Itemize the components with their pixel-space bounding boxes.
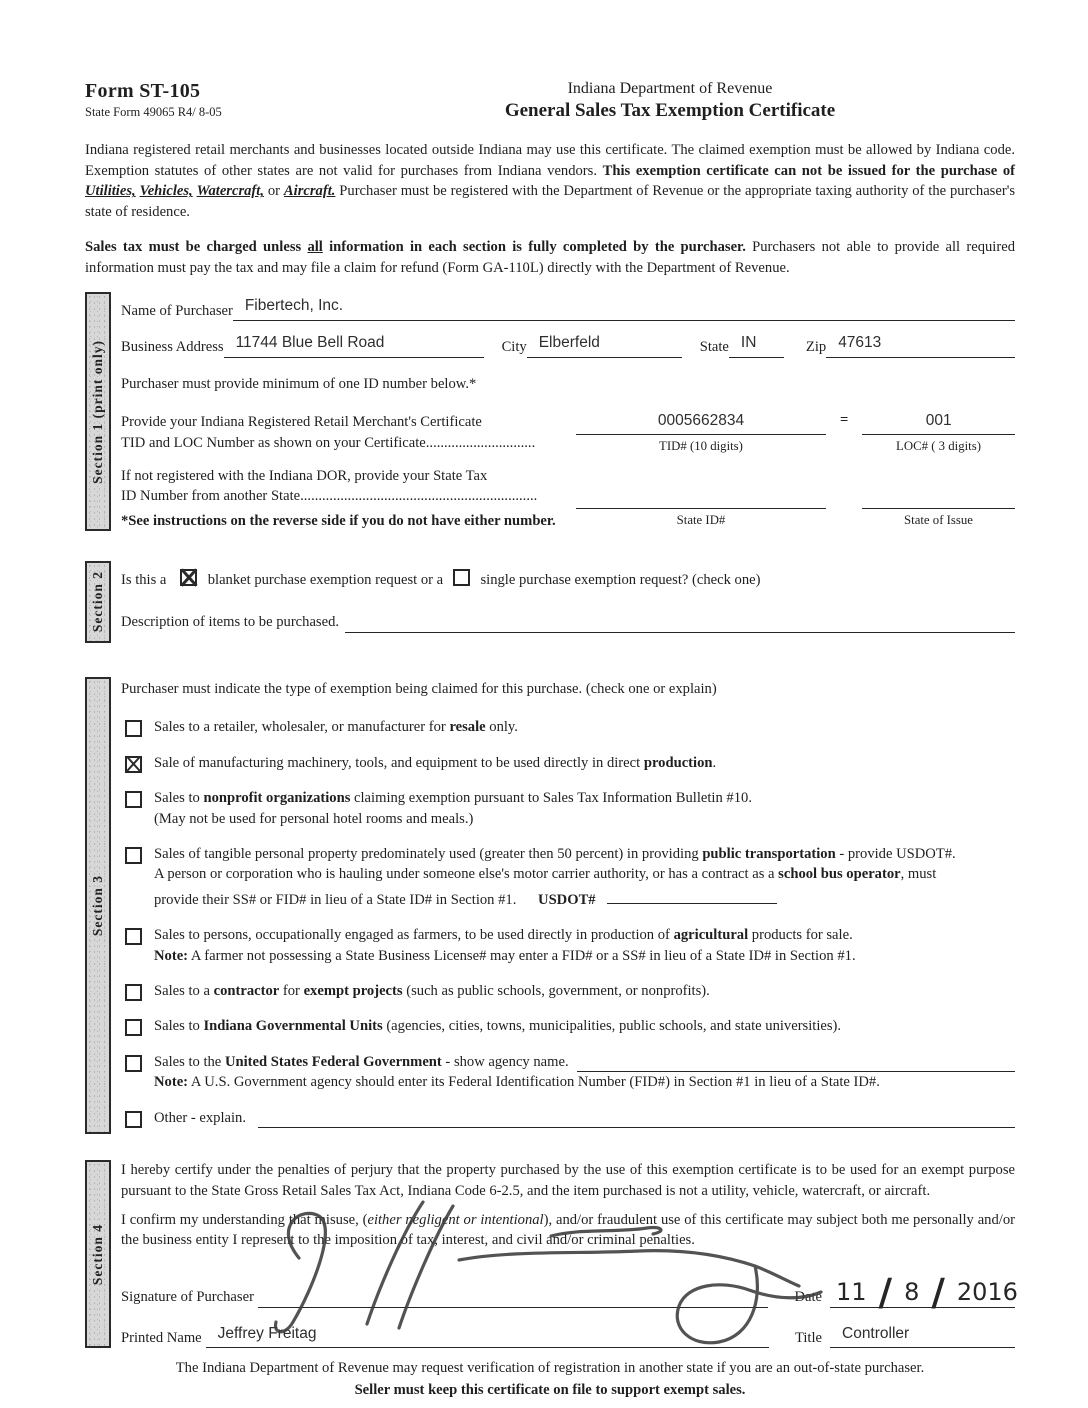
state-of-issue-field[interactable] (862, 490, 1015, 509)
contractor-text-end: (such as public schools, government, or nonprofits). (402, 983, 710, 1000)
farmers-bold: agricultural (673, 927, 749, 944)
governmental-text: Sales to (154, 1018, 204, 1035)
transportation-bold1: public transportation (702, 845, 836, 862)
intro-text: Indiana registered retail merchants and businesses located outside Indiana may use this certificate. The claimed exemption must be allowed by Indiana code. Exemption statutes of other states are not valid for purchases from Indiana vendors. (85, 142, 1015, 179)
federal-text: Sales to the (154, 1053, 225, 1070)
exemption-item-other (121, 1108, 1015, 1128)
signature-label: Signature of Purchaser (121, 1289, 254, 1306)
section-3-intro: Purchaser must indicate the type of exemption being claimed for this purchase. (check one or explain) (121, 680, 717, 697)
date-year-value: 2016 (956, 1278, 1018, 1307)
notice-bold-1: Sales tax must be charged unless (85, 238, 308, 255)
zip-value: 47613 (838, 334, 882, 351)
other-text: Other - explain. (154, 1109, 246, 1126)
form-header (85, 80, 1015, 122)
federal-note: A U.S. Government agency should enter its Federal Identification Number (FID#) in Section #1 in lieu of a State ID#. (188, 1074, 880, 1091)
section-3 (85, 677, 1015, 1134)
transportation-line2: A person or corporation who is hauling under someone else's motor carrier authority, or has a contract as a (154, 866, 779, 883)
contractor-text: Sales to a (154, 983, 214, 1000)
transportation-line3: provide their SS# or FID# in lieu of a State ID# in Section #1. (154, 891, 517, 908)
sales-tax-notice (85, 237, 1015, 278)
loc-number-field[interactable] (862, 412, 1015, 435)
single-option-label: single purchase exemption request? (check one) (480, 571, 761, 588)
federal-checkbox[interactable] (125, 1055, 142, 1072)
resale-text: Sales to a retailer, wholesaler, or manufacturer for (154, 719, 450, 736)
section-3-label: Section 3 (90, 874, 105, 937)
tid-instruction-line2: TID and LOC Number as shown on your Certificate.............................. (121, 434, 536, 451)
exemption-item-contractor (121, 981, 1015, 1001)
other-checkbox[interactable] (125, 1111, 142, 1128)
governmental-bold: Indiana Governmental Units (203, 1018, 383, 1035)
section-2-sidebar (85, 561, 111, 643)
signature-field[interactable] (258, 1289, 769, 1308)
term-watercraft: Watercraft, (196, 183, 264, 200)
confirm-italic: either negligent or intentional (367, 1211, 544, 1228)
governmental-checkbox[interactable] (125, 1019, 142, 1036)
state-tax-instruction-line1: If not registered with the Indiana DOR, provide your State Tax (121, 467, 488, 484)
manufacturing-text: Sale of manufacturing machinery, tools, and equipment to be used directly in direct (154, 754, 644, 771)
section-2-label: Section 2 (90, 571, 105, 633)
resale-bold: resale (449, 719, 486, 736)
governmental-text-end: (agencies, cities, towns, municipalities, public schools, and state universities). (382, 1018, 842, 1035)
contractor-mid: for (279, 983, 304, 1000)
tid-number-value: 0005662834 (657, 412, 745, 430)
printed-name-value: Jeffrey Freitag (217, 1324, 317, 1342)
zip-label: Zip (805, 339, 827, 356)
section-1-sidebar (85, 292, 111, 531)
state-of-issue-caption: State of Issue (904, 512, 973, 527)
printed-name-field[interactable] (206, 1326, 769, 1349)
exemption-item-farmers (121, 925, 1015, 966)
state-form-number: State Form 49065 R4/ 8-05 (85, 105, 222, 119)
section-3-sidebar (85, 677, 111, 1134)
tid-instruction-line1: Provide your Indiana Registered Retail Merchant's Certificate (121, 414, 482, 431)
city-value: Elberfeld (538, 334, 600, 351)
federal-text-end: - show agency name. (441, 1053, 569, 1070)
date-day-value: 8 (904, 1278, 920, 1307)
usdot-field[interactable] (607, 885, 777, 904)
notice-bold-2: information in each section is fully completed by the purchaser. (322, 238, 746, 255)
farmers-note-label: Note: (154, 947, 189, 964)
title-value: Controller (842, 1324, 910, 1342)
notice-all-word: all (307, 238, 323, 255)
transportation-bold2: school bus operator (778, 866, 901, 883)
section-2 (85, 561, 1015, 643)
tid-loc-dash: = (840, 412, 849, 429)
farmers-text: Sales to persons, occupationally engaged as farmers, to be used directly in production of (154, 927, 674, 944)
request-type-question: Is this a (121, 571, 167, 588)
nonprofit-text-end: claiming exemption pursuant to Sales Tax Information Bulletin #10. (350, 790, 752, 807)
state-tax-instruction-line2: ID Number from another State................................................................. (121, 488, 538, 505)
state-label: State (699, 339, 729, 356)
title-label: Title (794, 1329, 822, 1346)
business-address-value: 11744 Blue Bell Road (235, 334, 385, 351)
term-vehicles: Vehicles, (139, 183, 193, 200)
state-id-field[interactable] (576, 490, 826, 509)
zip-field[interactable] (826, 335, 1015, 358)
see-instructions-note: *See instructions on the reverse side if you do not have either number. (121, 512, 556, 529)
tid-number-field[interactable] (576, 412, 826, 435)
loc-caption: LOC# ( 3 digits) (896, 438, 981, 453)
resale-text-end: only. (485, 719, 518, 736)
exemption-item-manufacturing (121, 753, 1015, 773)
description-field[interactable] (345, 614, 1015, 633)
term-aircraft: Aircraft. (283, 183, 336, 200)
blanket-option-label: blanket purchase exemption request or a (207, 571, 444, 588)
federal-note-label: Note: (154, 1074, 189, 1091)
farmers-checkbox[interactable] (125, 928, 142, 945)
manufacturing-bold: production (643, 754, 713, 771)
business-address-label: Business Address (121, 339, 224, 356)
agency-name: Indiana Department of Revenue (567, 80, 773, 97)
section-4 (85, 1160, 1018, 1348)
intro-bold-clause: This exemption certificate can not be issued for the purchase of (602, 162, 1015, 179)
term-utilities: Utilities, (85, 183, 136, 200)
manufacturing-text-end: . (712, 754, 717, 771)
agency-name-field[interactable] (577, 1053, 1015, 1072)
single-purchase-checkbox[interactable] (453, 569, 470, 586)
nonprofit-text: Sales to (154, 790, 204, 807)
nonprofit-bold: nonprofit organizations (203, 790, 351, 807)
nonprofit-line2: (May not be used for personal hotel rooms and meals.) (154, 810, 474, 827)
date-month-value: 11 (836, 1278, 867, 1307)
date-slash-2: / (931, 1271, 945, 1315)
title-field[interactable] (830, 1326, 1015, 1349)
confirm-paragraph (121, 1210, 1015, 1251)
exemption-item-transportation (121, 844, 1015, 910)
section-1-label: Section 1 (print only) (90, 339, 105, 484)
loc-number-value: 001 (925, 412, 952, 430)
business-address-field[interactable] (224, 335, 484, 358)
usdot-label: USDOT# (538, 891, 596, 908)
state-id-caption: State ID# (676, 512, 726, 527)
state-value: IN (740, 334, 757, 351)
name-of-purchaser-field[interactable] (233, 298, 1015, 321)
city-label: City (501, 339, 527, 356)
confirm-text: I confirm my understanding that misuse, ( (121, 1211, 368, 1228)
state-field[interactable] (729, 335, 784, 358)
farmers-note: A farmer not possessing a State Business License# may enter a FID# or a SS# in lieu of a State ID# in Section #1. (188, 947, 856, 964)
transportation-text: Sales of tangible personal property predominately used (greater then 50 percent) in providing (154, 845, 703, 862)
transportation-checkbox[interactable] (125, 847, 142, 864)
minimum-id-note: Purchaser must provide minimum of one ID number below.* (121, 375, 477, 392)
footer-seller-note: Seller must keep this certificate on file to support exempt sales. (354, 1382, 746, 1399)
section-4-sidebar (85, 1160, 111, 1348)
transportation-text2: - provide USDOT#. (835, 845, 956, 862)
date-field[interactable] (830, 1271, 1018, 1315)
notice-rest: Purchasers not able to provide all required information must pay the tax and may file a claim for refund (Form GA-110L) directly with the Department of Revenue. (85, 238, 1015, 276)
contractor-bold2: exempt projects (303, 983, 403, 1000)
certify-paragraph: I hereby certify under the penalties of perjury that the property purchased by the use of this exemption certificate is to be used for an exempt purpose pursuant to the State Gross Retail Sales Tax Act, Indiana Code 6-2.5, and the item purchased is not a utility, vehicle, watercraft, or aircraft. (121, 1162, 1015, 1199)
form-title: General Sales Tax Exemption Certificate (504, 100, 836, 121)
name-of-purchaser-value: Fibertech, Inc. (244, 297, 344, 315)
confirm-text-end: ), and/or fraudulent use of this certificate may subject both me personally and/or the business entity I represent to the imposition of tax, interest, and civil and/or criminal penalties. (121, 1211, 1015, 1249)
exemption-item-nonprofit (121, 788, 1015, 829)
other-explain-field[interactable] (258, 1109, 1015, 1128)
farmers-text-end: products for sale. (748, 927, 853, 944)
section-1 (85, 292, 1015, 531)
section-4-label: Section 4 (90, 1223, 105, 1285)
intro-paragraph (85, 140, 1015, 223)
manufacturing-checkbox[interactable] (125, 756, 142, 773)
city-field[interactable] (527, 335, 682, 358)
resale-checkbox[interactable] (125, 720, 142, 737)
form-footer (85, 1358, 1015, 1402)
form-number: Form ST-105 (85, 80, 201, 102)
nonprofit-checkbox[interactable] (125, 791, 142, 808)
or-word: or (264, 183, 284, 200)
date-slash-1: / (878, 1271, 893, 1315)
footer-verification-note: The Indiana Department of Revenue may request verification of registration in another state if you are an out-of-state purchaser. (175, 1360, 925, 1377)
name-of-purchaser-label: Name of Purchaser (121, 302, 233, 319)
printed-name-label: Printed Name (121, 1329, 202, 1346)
exemption-item-federal (121, 1052, 1015, 1093)
description-label: Description of items to be purchased. (121, 614, 340, 631)
exemption-item-resale (121, 717, 1015, 737)
transportation-line2-end: , must (900, 866, 937, 883)
tid-caption: TID# (10 digits) (659, 438, 743, 453)
exemption-item-governmental (121, 1016, 1015, 1036)
contractor-bold1: contractor (213, 983, 280, 1000)
intro-text-end: Purchaser must be registered with the Department of Revenue or the appropriate taxing authority of the purchaser's state of residence. (85, 183, 1016, 221)
date-label: Date (794, 1289, 822, 1306)
federal-bold: United States Federal Government (224, 1053, 442, 1070)
contractor-checkbox[interactable] (125, 984, 142, 1001)
blanket-purchase-checkbox[interactable] (180, 569, 197, 586)
